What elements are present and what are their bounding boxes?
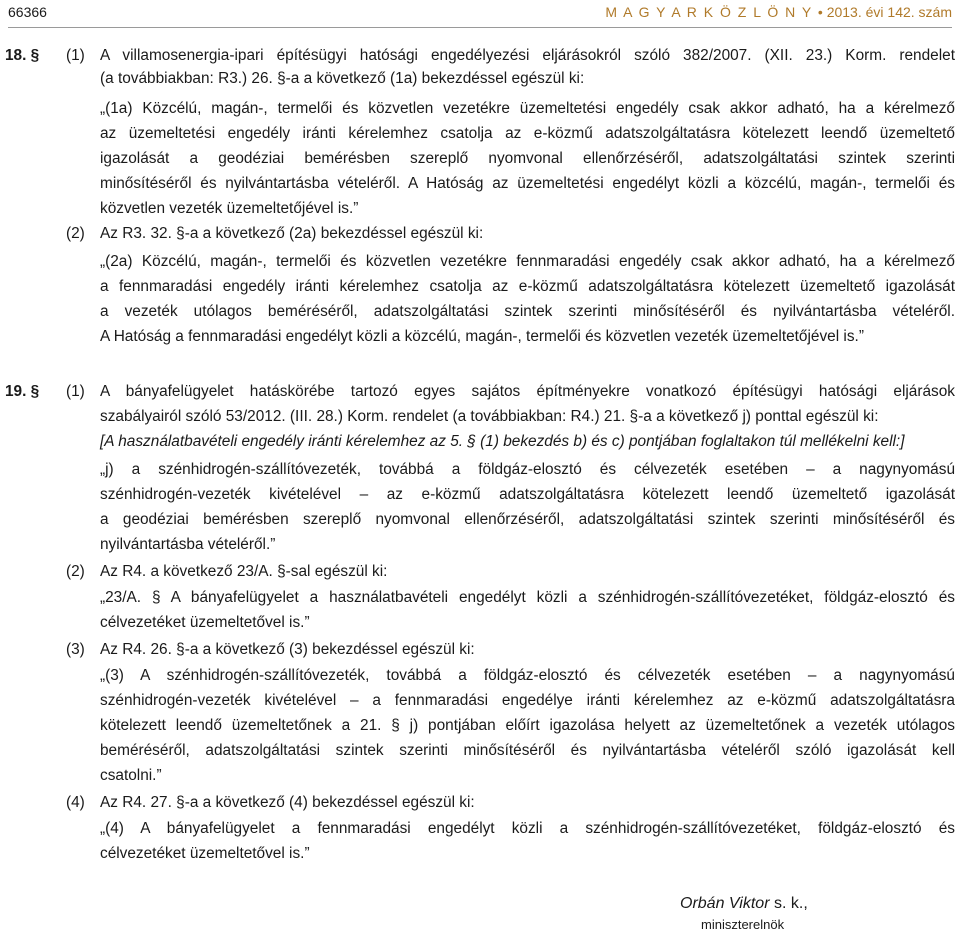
quote-line: célvezetéket üzemeltetővel is.”	[100, 614, 310, 631]
quote-line: a geodéziai bemérésben szereplő nyomvonal ellenőrzéséről, adatszolgáltatási szintek szerinti minősítéséről és	[100, 511, 955, 528]
section-18-line: (a továbbiakban: R3.) 26. §-a a következő (1a) bekezdéssel egészül ki:	[100, 70, 585, 87]
quote-line: célvezetéket üzemeltetővel is.”	[100, 845, 310, 862]
section-19-sub-4-number: (4)	[66, 794, 85, 811]
quote-line: igazolását a geodéziai bemérésben szereplő nyomvonal ellenőrzéséről, adatszolgáltatási szintek szerinti	[100, 150, 955, 167]
quote-line: kötelezett leendő üzemeltetőnek a 21. § j) pontjában előírt igazolása helyett az üzemeltetőnek a vezeték utólagos	[100, 717, 955, 734]
signatory-suffix: s. k.,	[769, 895, 808, 912]
quote-line: csatolni.”	[100, 767, 162, 784]
section-19-line: szabályairól szóló 53/2012. (III. 28.) Korm. rendelet (a továbbiakban: R4.) 21. §-a a következő j) ponttal egészül ki:	[100, 408, 879, 425]
section-19-sub-2-number: (2)	[66, 563, 85, 580]
quote-line: a fennmaradási engedély iránti kérelemhez csatolja az e-közmű adatszolgáltatásra kötelezett üzemeltető igazolását	[100, 278, 955, 295]
quote-line: A Hatóság a fennmaradási engedélyt közli a közcélú, magán-, termelői és közvetlen vezeték üzemeltetőjével is.”	[100, 328, 864, 345]
page-header	[8, 4, 952, 24]
quote-line: „(2a) Közcélú, magán-, termelői és közvetlen vezetékre fennmaradási engedély csak akkor adható, ha a kérelmező	[100, 253, 955, 270]
section-19-line: Az R4. 27. §-a a következő (4) bekezdéssel egészül ki:	[100, 794, 475, 811]
quote-line: „j) a szénhidrogén-szállítóvezeték, továbbá a földgáz-elosztó és célvezeték esetében – a nagynyomású	[100, 461, 955, 478]
section-18-line: A villamosenergia-ipari építésügyi hatósági engedélyezési eljárásokról szóló 382/2007. (XII. 23.) Korm. rendelet	[100, 47, 955, 64]
section-18-line: Az R3. 32. §-a a következő (2a) bekezdéssel egészül ki:	[100, 225, 484, 242]
section-19-sub-1-number: (1)	[66, 383, 85, 400]
quote-line: nyilvántartásba vételéről.”	[100, 536, 276, 553]
quote-line: szénhidrogén-vezeték kivételével – az e-közmű adatszolgáltatásra kötelezett leendő üzemeltető igazolását	[100, 486, 955, 503]
quote-line: „(3) A szénhidrogén-szállítóvezeték, továbbá a földgáz-elosztó és célvezeték esetében – a nagynyomású	[100, 667, 955, 684]
signature-name	[680, 894, 808, 914]
section-18-label: 18. §	[5, 47, 40, 64]
section-19-label: 19. §	[5, 383, 40, 400]
section-18-sub-1-number: (1)	[66, 47, 85, 64]
quote-line: minősítéséről és nyilvántartásba vételéről. A Hatóság az üzemeltetési engedélyt közli a közcélú, magán-, termelői és	[100, 175, 955, 192]
page-number: 66366	[8, 4, 47, 20]
journal-issue: • 2013. évi 142. szám	[817, 4, 952, 20]
section-19-line: A bányafelügyelet hatáskörébe tartozó egyes sajátos építményekre vonatkozó építésügyi hatósági eljárások	[100, 383, 955, 400]
quote-line: „(1a) Közcélú, magán-, termelői és közvetlen vezetékre üzemeltetési engedély csak akkor adható, ha a kérelmező	[100, 100, 955, 117]
section-18-sub-2-number: (2)	[66, 225, 85, 242]
quote-line: a vezeték utólagos beméréséről, adatszolgáltatási szintek szerinti minősítéséről és nyilvántartásba vételéről.	[100, 303, 955, 320]
quote-line: „23/A. § A bányafelügyelet a használatbavételi engedélyt közli a szénhidrogén-szállítóvezetéket, földgáz-elosztó és	[100, 589, 955, 606]
journal-name: M A G Y A R K Ö Z L Ö N Y	[605, 4, 813, 20]
quote-line: szénhidrogén-vezeték kivételével – a fennmaradási engedélye iránti kérelemhez az e-közmű adatszolgáltatásra	[100, 692, 955, 709]
quote-line: az üzemeltetési engedély iránti kérelemhez csatolja az e-közmű adatszolgáltatásra kötelezett leendő üzemeltető	[100, 125, 955, 142]
section-19-sub-3-number: (3)	[66, 641, 85, 658]
section-19-line: Az R4. a következő 23/A. §-sal egészül ki:	[100, 563, 388, 580]
quote-line: beméréséről, adatszolgáltatási szintek szerinti minősítéséről és nyilvántartásba vételéről szóló igazolását kell	[100, 742, 955, 759]
section-19-line: Az R4. 26. §-a a következő (3) bekezdéssel egészül ki:	[100, 641, 475, 658]
signatory-title: miniszterelnök	[701, 917, 785, 932]
italic-context-line: [A használatbavételi engedély iránti kérelemhez az 5. § (1) bekezdés b) és c) pontjában foglaltakon túl mellékelni kell:]	[100, 433, 905, 450]
signatory-name: Orbán Viktor	[680, 895, 770, 912]
quote-line: közvetlen vezeték üzemeltetőjével is.”	[100, 200, 359, 217]
header-divider	[8, 27, 952, 28]
journal-title	[605, 4, 952, 20]
quote-line: „(4) A bányafelügyelet a fennmaradási engedélyt közli a szénhidrogén-szállítóvezetéket, földgáz-elosztó és	[100, 820, 955, 837]
